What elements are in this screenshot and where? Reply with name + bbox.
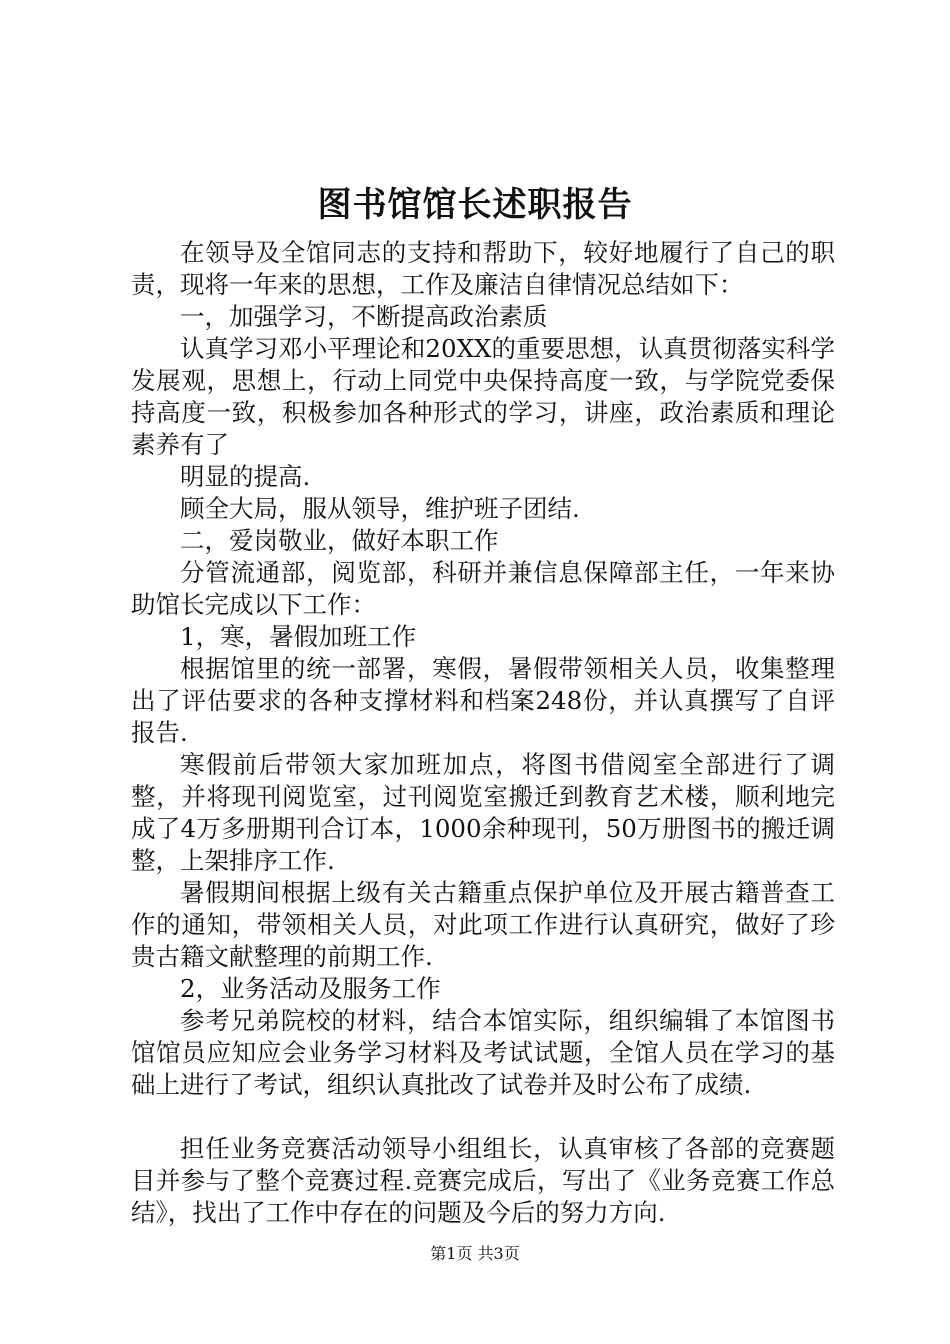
paragraph-ancient-books: 暑假期间根据上级有关古籍重点保护单位及开展古籍普查工作的通知，带领相关人员，对此项工作进行认真研究，做好了珍贵古籍文献整理的前期工作. bbox=[131, 878, 835, 971]
document-body bbox=[131, 237, 835, 1229]
paragraph-unity: 顾全大局，服从领导，维护班子团结. bbox=[180, 494, 580, 523]
document-title: 图书馆馆长述职报告 bbox=[317, 185, 633, 225]
paragraph-improvement: 明显的提高. bbox=[180, 462, 311, 491]
paragraph-duties: 分管流通部，阅览部，科研并兼信息保障部主任，一年来协助馆长完成以下工作： bbox=[131, 558, 835, 619]
paragraph-intro: 在领导及全馆同志的支持和帮助下，较好地履行了自己的职责，现将一年来的思想，工作及廉洁自律情况总结如下： bbox=[131, 238, 835, 299]
section-heading-2: 二，爱岗敬业，做好本职工作 bbox=[180, 526, 499, 555]
section-heading-1: 一，加强学习，不断提高政治素质 bbox=[180, 302, 548, 331]
paragraph-relocation: 寒假前后带领大家加班加点，将图书借阅室全部进行了调整，并将现刊阅览室，过刊阅览室搬迁到教育艺术楼，顺利地完成了4万多册期刊合订本，1000余种现刊，50万册图书的搬迁调整，上架排序工作. bbox=[131, 750, 835, 875]
paragraph-training: 参考兄弟院校的材料，结合本馆实际，组织编辑了本馆图书馆馆员应知应会业务学习材料及考试试题，全馆人员在学习的基础上进行了考试，组织认真批改了试卷并及时公布了成绩. bbox=[131, 1006, 835, 1099]
paragraph-competition: 担任业务竞赛活动领导小组组长，认真审核了各部的竞赛题目并参与了整个竞赛过程.竞赛完成后，写出了《业务竞赛工作总结》，找出了工作中存在的问题及今后的努力方向. bbox=[131, 1134, 835, 1227]
paragraph-study: 认真学习邓小平理论和20XX的重要思想，认真贯彻落实科学发展观，思想上，行动上同党中央保持高度一致，与学院党委保持高度一致，积极参加各种形式的学习，讲座，政治素质和理论素养有了 bbox=[131, 334, 835, 459]
paragraph-spacer bbox=[131, 1101, 835, 1133]
subsection-heading-2: 2，业务活动及服务工作 bbox=[180, 974, 441, 1003]
subsection-heading-1: 1，寒，暑假加班工作 bbox=[180, 622, 417, 651]
page-footer: 第1页 共3页 bbox=[430, 1244, 520, 1263]
paragraph-evaluation: 根据馆里的统一部署，寒假，暑假带领相关人员，收集整理出了评估要求的各种支撑材料和档案248份，并认真撰写了自评报告. bbox=[131, 654, 835, 747]
